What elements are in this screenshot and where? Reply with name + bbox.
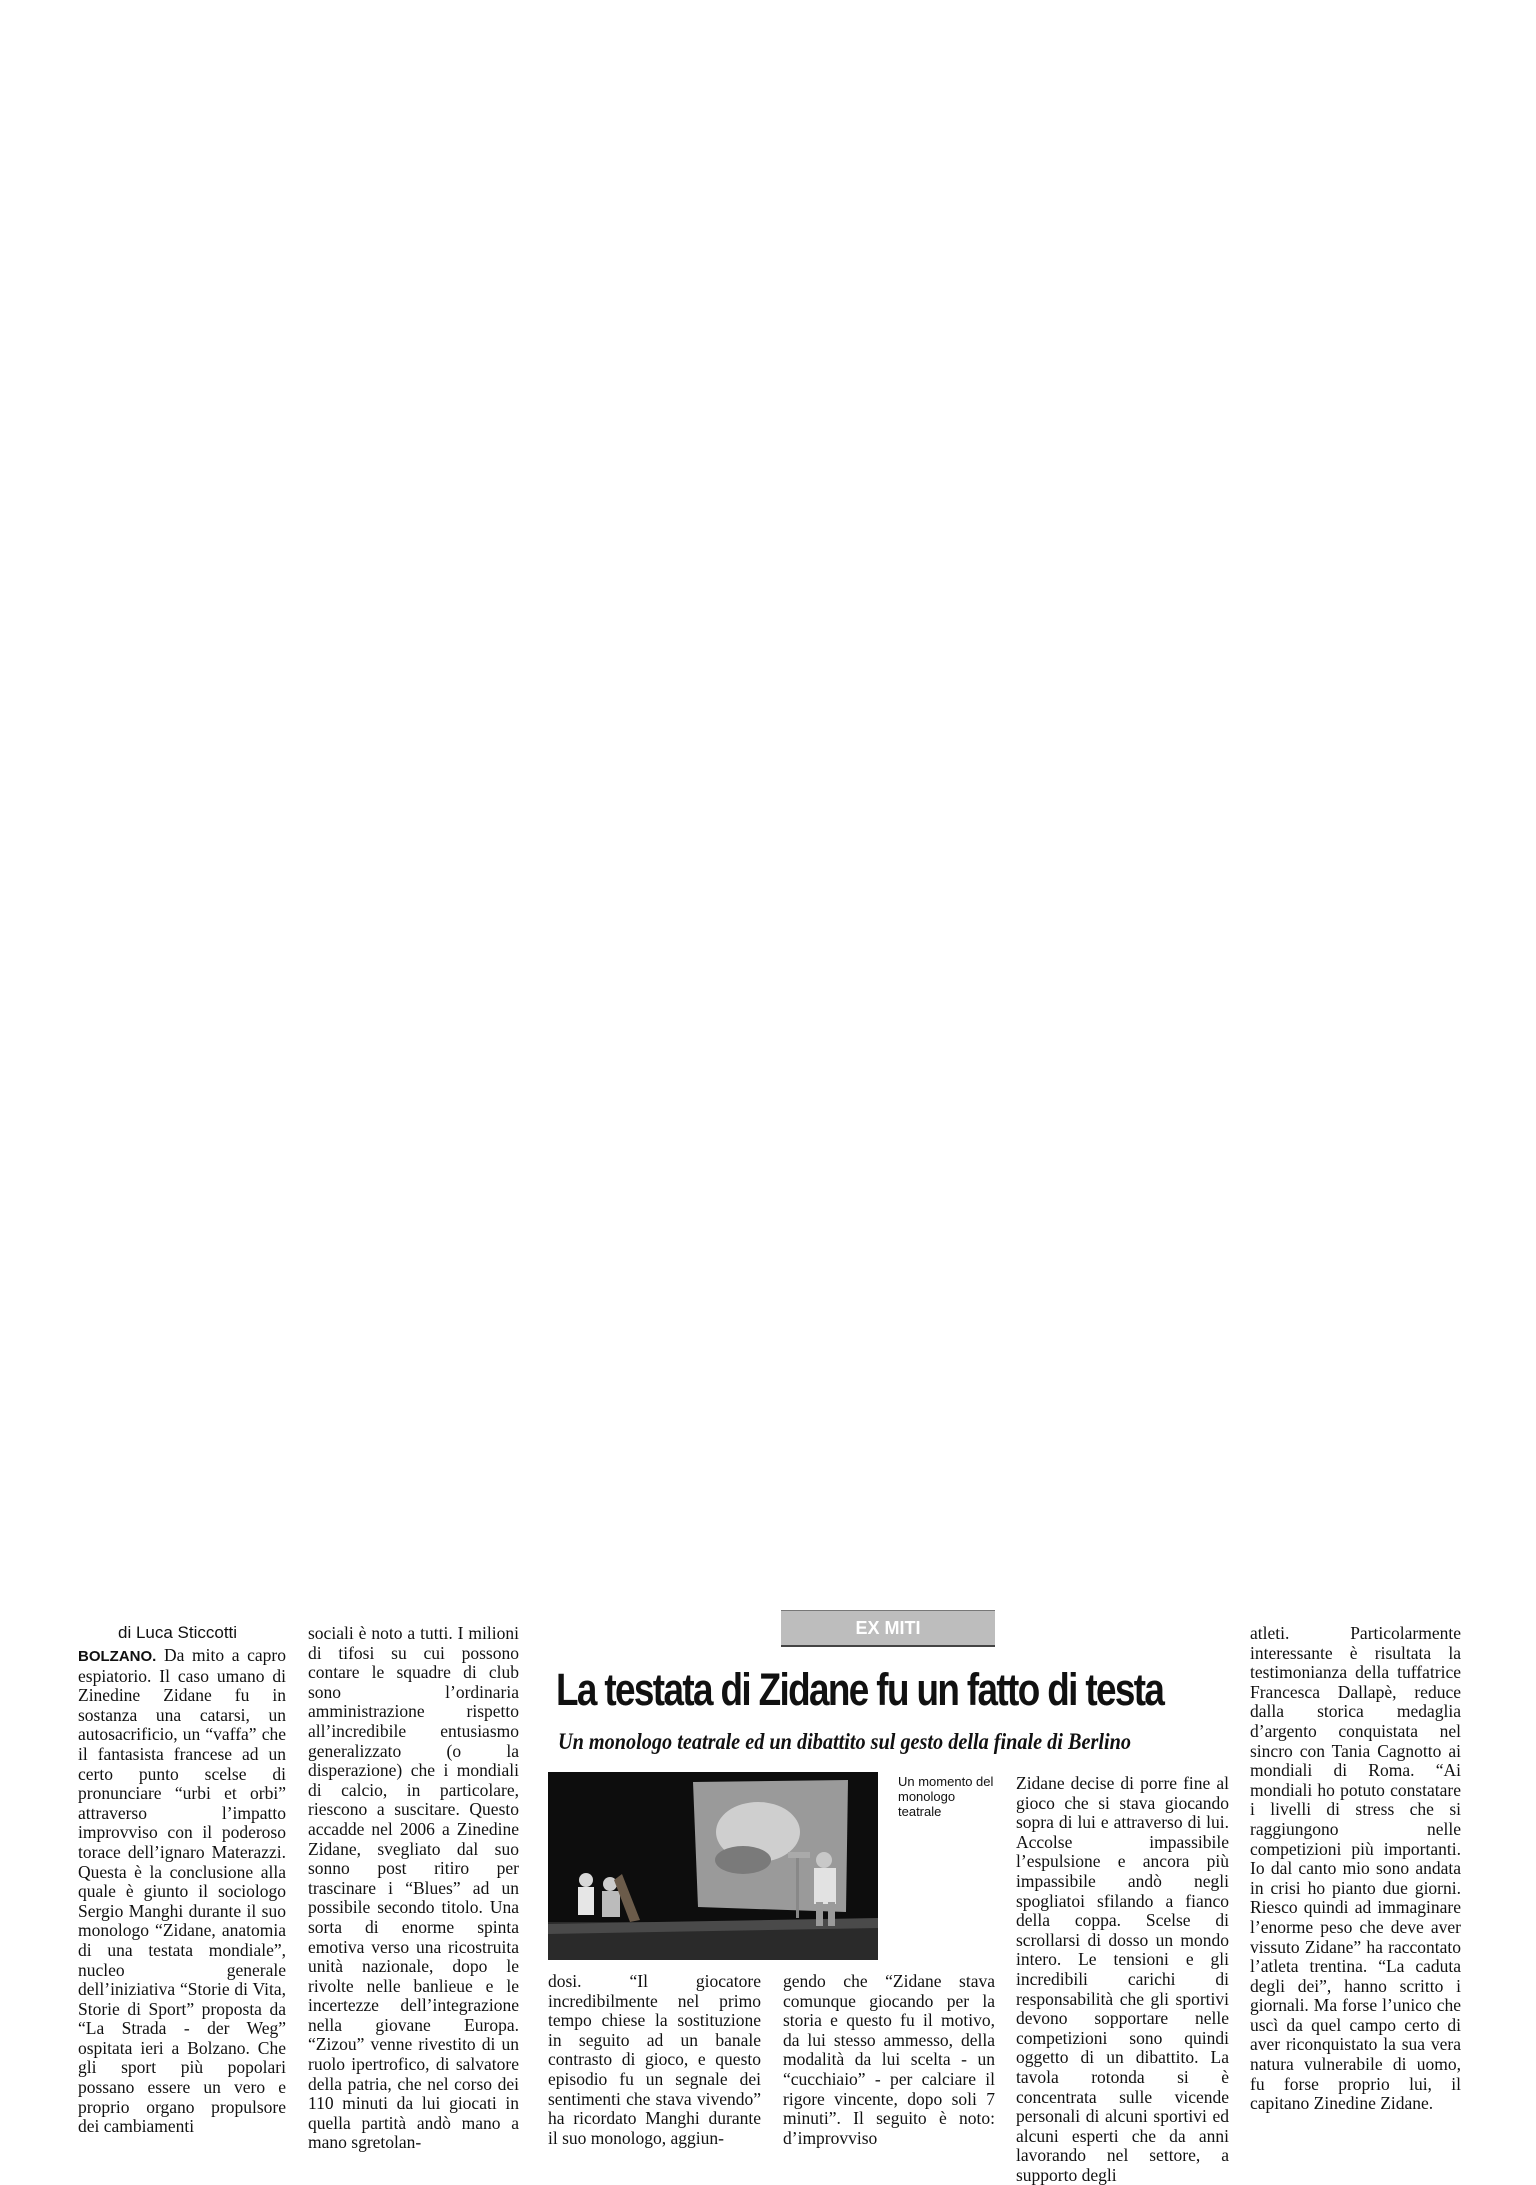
headline: La testata di Zidane fu un fatto di testa <box>556 1664 1164 1715</box>
article-column-4 <box>783 1972 995 2148</box>
article-column-1 <box>78 1646 286 2137</box>
subheadline: Un monologo teatrale ed un dibattito sul gesto della finale di Berlino <box>558 1729 1131 1754</box>
photo-caption: Un momento del monologo teatrale <box>898 1774 994 1819</box>
article-column-5 <box>1016 1774 1229 2185</box>
stage-photo <box>548 1772 878 1960</box>
article-column-2 <box>308 1624 519 2153</box>
column-4-text: gendo che “Zidane stava comunque giocando per la storia e questo fu il motivo, da lui stesso ammesso, della modalità da lui scelta - un “cucchiaio” - per calciare il rigore vincente, dopo soli 7 minuti”. Il seguito è noto: d’improvviso <box>783 1971 995 2148</box>
article-column-3 <box>548 1972 761 2148</box>
column-3-text: dosi. “Il giocatore incredibilmente nel primo tempo chiese la sostituzione in seguito ad un banale contrasto di gioco, e questo episodio fu un segnale dei sentimenti che stava vivendo” ha ricordato Manghi durante il suo monologo, aggiun- <box>548 1971 761 2148</box>
column-2-text: sociali è noto a tutti. I milioni di tifosi su cui possono contare le squadre di club sono l’ordinaria amministrazione rispetto all’incredibile entusiasmo generalizzato (o la disperazione) che i mondiali di calcio, in particolare, riescono a suscitare. Questo accadde nel 2006 a Zinedine Zidane, svegliato dal suo sonno post ritiro per trascinare i “Blues” ad un possibile secondo titolo. Una sorta di enorme spinta emotiva verso una ricostruita unità nazionale, dopo le rivolte nelle banlieue e le incertezze dell’integrazione nella giovane Europa. “Zizou” venne rivestito di un ruolo ipertrofico, di salvatore della patria, che nel corso dei 110 minuti da lui giocati in quella partità andò mano a mano sgretolan- <box>308 1623 519 2153</box>
byline: di Luca Sticcotti <box>118 1623 238 1642</box>
article-photo <box>548 1772 878 1960</box>
column-5-text: Zidane decise di porre fine al gioco che si stava giocando sopra di lui e attraverso di lui. Accolse impassibile l’espulsione e ancora più impassibile andò negli spogliatoi sfilando a fianco della coppa. Scelse di scrollarsi di dosso un mondo intero. Le tensioni e gli incredibili carichi di responsabilità che gli sportivi devono sopportare nelle competizioni sono quindi oggetto di un dibattito. La tavola rotonda si è concentrata sulle vicende personali di alcuni sportivi ed alcuni esperti che da anni lavorando nel settore, a supporto degli <box>1016 1773 1229 2185</box>
column-1-text: Da mito a capro espiatorio. Il caso umano di Zinedine Zidane fu in sostanza una catarsi, un autosacrificio, un “vaffa” che il fantasista francese ad un certo punto scelse di pronunciare “urbi et orbi” attraverso l’impatto improvviso con il poderoso torace dell’ignaro Materazzi. Questa è la conclusione alla quale è giunto il sociologo Sergio Manghi durante il suo monologo “Zidane, anatomia di una testata mondiale”, nucleo generale dell’iniziativa “Storie di Vita, Storie di Sport” proposta da “La Strada - der Weg” ospitata ieri a Bolzano. Che gli sport più popolari possano essere un vero e proprio organo propulsore dei cambiamenti <box>78 1645 286 2137</box>
dateline: BOLZANO. <box>78 1648 157 1665</box>
article-column-6 <box>1250 1624 1461 2114</box>
column-6-text: atleti. Particolarmente interessante è risultata la testimonianza della tuffatrice Francesca Dallapè, reduce dalla storica medaglia d’argento conquistata nel sincro con Tania Cagnotto ai mondiali di Roma. “Ai mondiali ho potuto constatare i livelli di stress che si raggiungono nelle competizioni più importanti. Io dal canto mio sono andata in crisi ho pianto due giorni. Riesco quindi ad immaginare l’enorme peso che deve aver vissuto Zidane” ha raccontato l’atleta trentina. “La caduta degli dei”, hanno scritto i giornali. Ma forse l’unico che uscì da quel campo certo di aver riconquistato la sua vera natura vulnerabile di uomo, fu forse proprio lui, il capitano Zinedine Zidane. <box>1250 1623 1461 2114</box>
kicker-label: EX MITI <box>781 1610 995 1647</box>
